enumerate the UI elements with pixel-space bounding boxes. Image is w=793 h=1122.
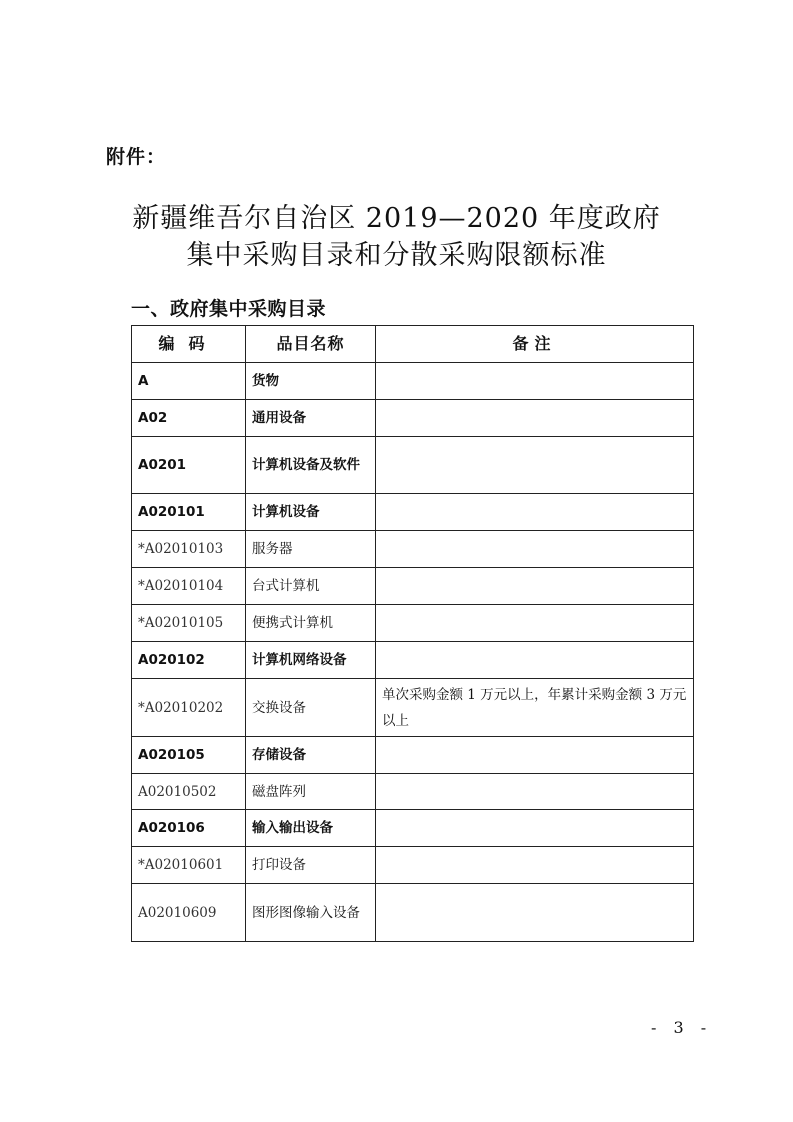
row-code: A020101 [132, 494, 246, 531]
row-remarks [376, 847, 694, 884]
table-row [132, 363, 694, 400]
table-row [132, 810, 694, 847]
row-remarks [376, 531, 694, 568]
row-item-name: 输入输出设备 [246, 810, 376, 847]
row-item-name: 打印设备 [246, 847, 376, 884]
row-item-name: 图形图像输入设备 [246, 884, 376, 942]
row-remarks [376, 605, 694, 642]
row-item-name: 存储设备 [246, 737, 376, 774]
row-item-name: 计算机设备及软件 [246, 437, 376, 494]
table-row [132, 531, 694, 568]
header-code: 编码 [132, 326, 246, 363]
attachment-label: 附件： [106, 146, 167, 168]
row-code: *A02010601 [132, 847, 246, 884]
procurement-catalog-table [131, 325, 694, 942]
row-code: A020105 [132, 737, 246, 774]
header-item-name: 品目名称 [246, 326, 376, 363]
row-code: A0201 [132, 437, 246, 494]
row-remarks [376, 568, 694, 605]
row-remarks [376, 494, 694, 531]
table-row [132, 884, 694, 942]
row-code: A02 [132, 400, 246, 437]
row-item-name: 服务器 [246, 531, 376, 568]
row-code: *A02010104 [132, 568, 246, 605]
row-item-name: 通用设备 [246, 400, 376, 437]
row-remarks [376, 437, 694, 494]
row-item-name: 货物 [246, 363, 376, 400]
document-title-line-2: 集中采购目录和分散采购限额标准 [186, 240, 607, 271]
table-row [132, 437, 694, 494]
row-code: A020102 [132, 642, 246, 679]
row-remarks [376, 363, 694, 400]
row-item-name: 台式计算机 [246, 568, 376, 605]
table-row [132, 847, 694, 884]
row-item-name: 计算机网络设备 [246, 642, 376, 679]
row-remarks [376, 400, 694, 437]
table-row [132, 679, 694, 737]
row-item-name: 计算机设备 [246, 494, 376, 531]
row-remarks: 单次采购金额 1 万元以上，年累计采购金额 3 万元以上 [376, 679, 694, 737]
row-code: *A02010202 [132, 679, 246, 737]
row-code: A020106 [132, 810, 246, 847]
table-row [132, 494, 694, 531]
row-item-name: 交换设备 [246, 679, 376, 737]
table-row [132, 774, 694, 810]
row-code: *A02010105 [132, 605, 246, 642]
table-row [132, 642, 694, 679]
row-item-name: 磁盘阵列 [246, 774, 376, 810]
row-remarks [376, 642, 694, 679]
page-number: - 3 - [651, 1018, 713, 1037]
table-row [132, 605, 694, 642]
row-remarks [376, 884, 694, 942]
row-item-name: 便携式计算机 [246, 605, 376, 642]
row-remarks [376, 737, 694, 774]
document-title-line-1: 新疆维吾尔自治区 2019—2020 年度政府 [132, 203, 661, 234]
row-code: A02010502 [132, 774, 246, 810]
row-code: A [132, 363, 246, 400]
table-row [132, 400, 694, 437]
header-remarks: 备注 [376, 326, 694, 363]
section-heading: 一、政府集中采购目录 [131, 298, 327, 320]
table-header-row [132, 326, 694, 363]
row-code: A02010609 [132, 884, 246, 942]
table-row [132, 568, 694, 605]
row-code: *A02010103 [132, 531, 246, 568]
row-remarks [376, 774, 694, 810]
row-remarks [376, 810, 694, 847]
table-row [132, 737, 694, 774]
